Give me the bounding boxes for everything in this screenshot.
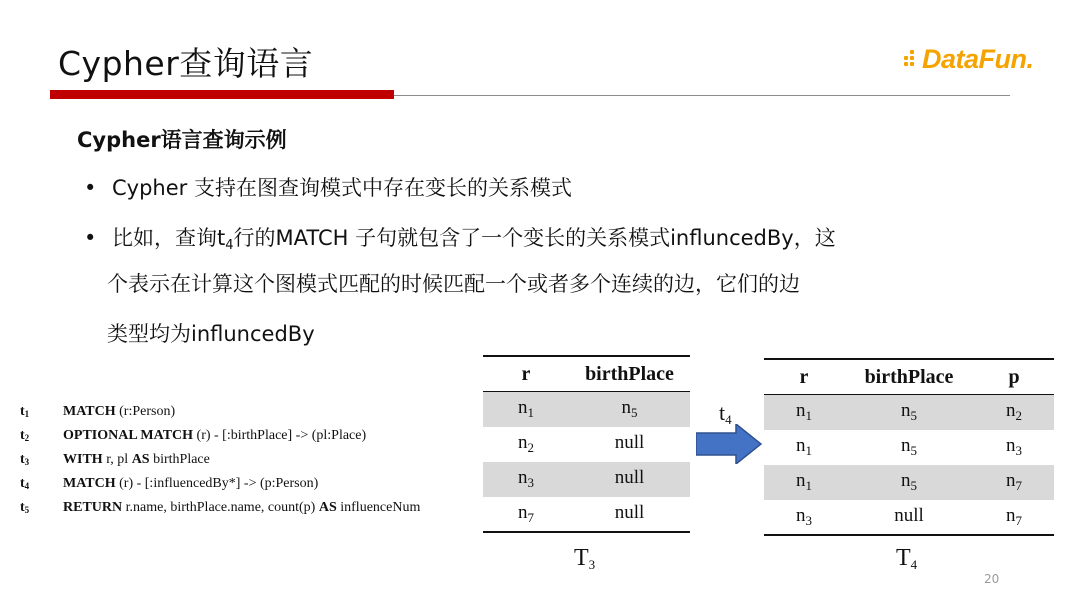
right-arrow-icon bbox=[696, 424, 762, 464]
table-cell: $n_1$ bbox=[483, 392, 569, 427]
table-row bbox=[764, 395, 1054, 430]
bullet-dot-icon: • bbox=[84, 226, 97, 250]
bullet-item-1 bbox=[84, 172, 572, 202]
datafun-logo bbox=[904, 44, 1034, 75]
bullet-dot-icon: • bbox=[84, 176, 97, 200]
table-cell: $n_5$ bbox=[901, 435, 917, 458]
line-label: $t_2$ bbox=[20, 428, 30, 443]
table-cell: $n_3$ bbox=[1006, 435, 1022, 458]
line-text: MATCH (r:Person) bbox=[63, 404, 176, 419]
table-row bbox=[483, 462, 690, 497]
line-text: MATCH (r) - [:influencedBy*] -> (p:Person) bbox=[63, 476, 319, 491]
table-cell: $n_2$ bbox=[518, 432, 534, 455]
bullet-1-text: Cypher 支持在图查询模式中存在变长的关系模式 bbox=[112, 176, 572, 200]
line-label: $t_1$ bbox=[20, 404, 30, 419]
column-header: p bbox=[974, 359, 1054, 395]
line-label: $t_5$ bbox=[20, 500, 30, 515]
bullet-2-subscript: 4 bbox=[225, 238, 234, 253]
table-cell: $n_3$ bbox=[483, 462, 569, 497]
table-row bbox=[483, 427, 690, 462]
table-t3 bbox=[483, 355, 690, 533]
table-row bbox=[764, 465, 1054, 500]
table-row bbox=[483, 497, 690, 532]
column-header: r bbox=[764, 359, 844, 395]
title-underline-rule bbox=[394, 95, 1010, 96]
table-row bbox=[764, 500, 1054, 535]
table-cell: $n_5$ bbox=[844, 465, 974, 500]
title-underline-accent bbox=[50, 90, 394, 99]
table-row bbox=[483, 392, 690, 427]
table-cell: $n_2$ bbox=[974, 395, 1054, 430]
column-header: r bbox=[483, 356, 569, 392]
bullet-item-2 bbox=[84, 222, 836, 253]
table-t4 bbox=[764, 358, 1054, 536]
table-cell: $n_7$ bbox=[974, 465, 1054, 500]
line-text: OPTIONAL MATCH (r) - [:birthPlace] -> (pl:Place) bbox=[63, 428, 367, 443]
table-cell: $n_7$ bbox=[483, 497, 569, 532]
column-header: birthPlace bbox=[844, 359, 974, 395]
line-label: $t_4$ bbox=[20, 476, 30, 491]
table-cell: $n_5$ bbox=[569, 392, 690, 427]
section-subheading: Cypher语言查询示例 bbox=[77, 128, 287, 152]
line-label: $t_3$ bbox=[20, 452, 30, 467]
table-cell: $n_1$ bbox=[764, 395, 844, 430]
table-cell: $n_7$ bbox=[974, 500, 1054, 535]
table-cell: $n_5$ bbox=[844, 395, 974, 430]
table-cell: null bbox=[614, 432, 645, 453]
page-number: 20 bbox=[984, 572, 1000, 586]
table-t4-caption: $T_4$ bbox=[896, 545, 918, 572]
arrow-label: $t_4$ bbox=[719, 400, 732, 427]
table-cell: null bbox=[844, 500, 974, 535]
table-cell: $n_3$ bbox=[764, 500, 844, 535]
slide-title: Cypher查询语言 bbox=[58, 44, 314, 83]
table-cell: null bbox=[569, 462, 690, 497]
bullet-2-text-end: 行的MATCH 子句就包含了一个变长的关系模式influncedBy，这 bbox=[233, 226, 836, 250]
bullet-2-line-3: 类型均为influncedBy bbox=[107, 322, 315, 346]
table-row bbox=[764, 430, 1054, 465]
logo-dots-icon bbox=[904, 50, 920, 66]
table-t3-caption: $T_3$ bbox=[574, 545, 596, 572]
line-text: RETURN r.name, birthPlace.name, count(p) AS influenceNum bbox=[63, 500, 421, 515]
logo-text: DataFun. bbox=[922, 44, 1034, 74]
bullet-2-text-start: 比如，查询t bbox=[112, 226, 226, 250]
table-cell: null bbox=[569, 497, 690, 532]
table-cell: $n_1$ bbox=[764, 465, 844, 500]
line-text: WITH r, pl AS birthPlace bbox=[63, 452, 210, 467]
table-cell: $n_1$ bbox=[796, 435, 812, 458]
column-header: birthPlace bbox=[569, 356, 690, 392]
bullet-2-line-2: 个表示在计算这个图模式匹配的时候匹配一个或者多个连续的边，它们的边 bbox=[107, 272, 800, 296]
